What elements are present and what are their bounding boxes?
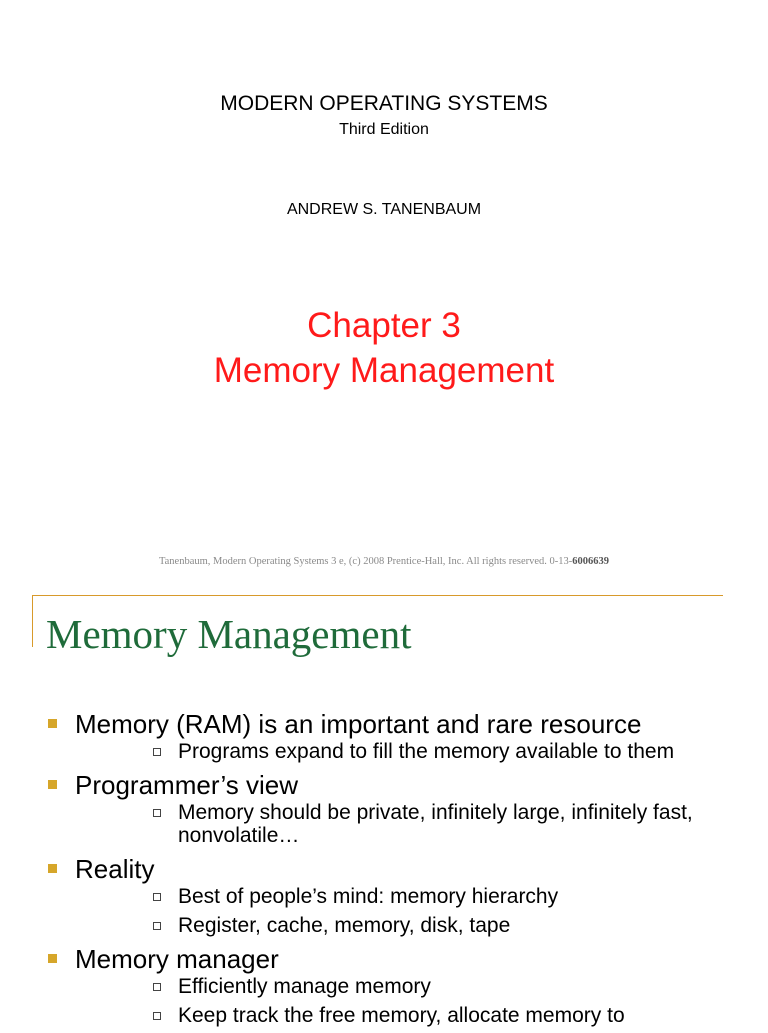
sub-bullet-text: Register, cache, memory, disk, tape [178,914,511,937]
sub-bullet-list [75,885,768,937]
square-bullet-icon [48,954,57,963]
sub-bullet-text: Memory should be private, infinitely large, infinitely fast, nonvolatile… [178,801,693,847]
slide-title: Memory Management [46,611,412,657]
book-title: MODERN OPERATING SYSTEMS [220,92,548,115]
sub-bullet-item [75,885,768,908]
sub-bullet-list [75,975,768,1027]
sub-bullet-item [75,801,768,847]
chapter-number: Chapter 3 [307,306,461,345]
sub-bullet-list [75,740,768,763]
book-author: ANDREW S. TANENBAUM [286,201,482,218]
chapter-title: Memory Management [213,351,555,390]
square-bullet-icon [48,864,57,873]
hollow-square-bullet-icon [153,809,161,817]
sub-bullet-item [75,740,768,763]
bullet-item [0,769,768,847]
bullet-item [0,708,768,763]
hollow-square-bullet-icon [153,1012,161,1020]
sub-bullet-text: Keep track the free memory, allocate memory to [178,1004,625,1027]
content-slide [0,590,768,1027]
square-bullet-icon [48,780,57,789]
hollow-square-bullet-icon [153,893,161,901]
copyright-footer [0,555,768,569]
sub-bullet-text: Programs expand to fill the memory available to them [178,740,675,763]
sub-bullet-item [75,975,768,998]
bullet-text: Memory manager [75,944,279,974]
hollow-square-bullet-icon [153,983,161,991]
bullet-list [0,708,768,1033]
sub-bullet-text: Best of people’s mind: memory hierarchy [178,885,559,908]
bullet-item [0,853,768,937]
sub-bullet-list [75,801,768,847]
hollow-square-bullet-icon [153,748,161,756]
bullet-text: Reality [75,854,155,884]
title-rule-vertical [32,595,33,647]
square-bullet-icon [48,719,57,728]
bullet-item [0,943,768,1027]
title-rule-horizontal [32,595,723,596]
footer-text: Tanenbaum, Modern Operating Systems 3 e, (c) 2008 Prentice-Hall, Inc. All rights reserved. 0-13- [158,556,573,567]
hollow-square-bullet-icon [153,922,161,930]
bullet-text: Memory (RAM) is an important and rare resource [75,709,642,739]
sub-bullet-item [75,914,768,937]
sub-bullet-text: Efficiently manage memory [178,975,431,998]
bullet-text: Programmer’s view [75,770,298,800]
book-edition: Third Edition [339,121,429,138]
footer-isbn: 6006639 [572,556,610,567]
